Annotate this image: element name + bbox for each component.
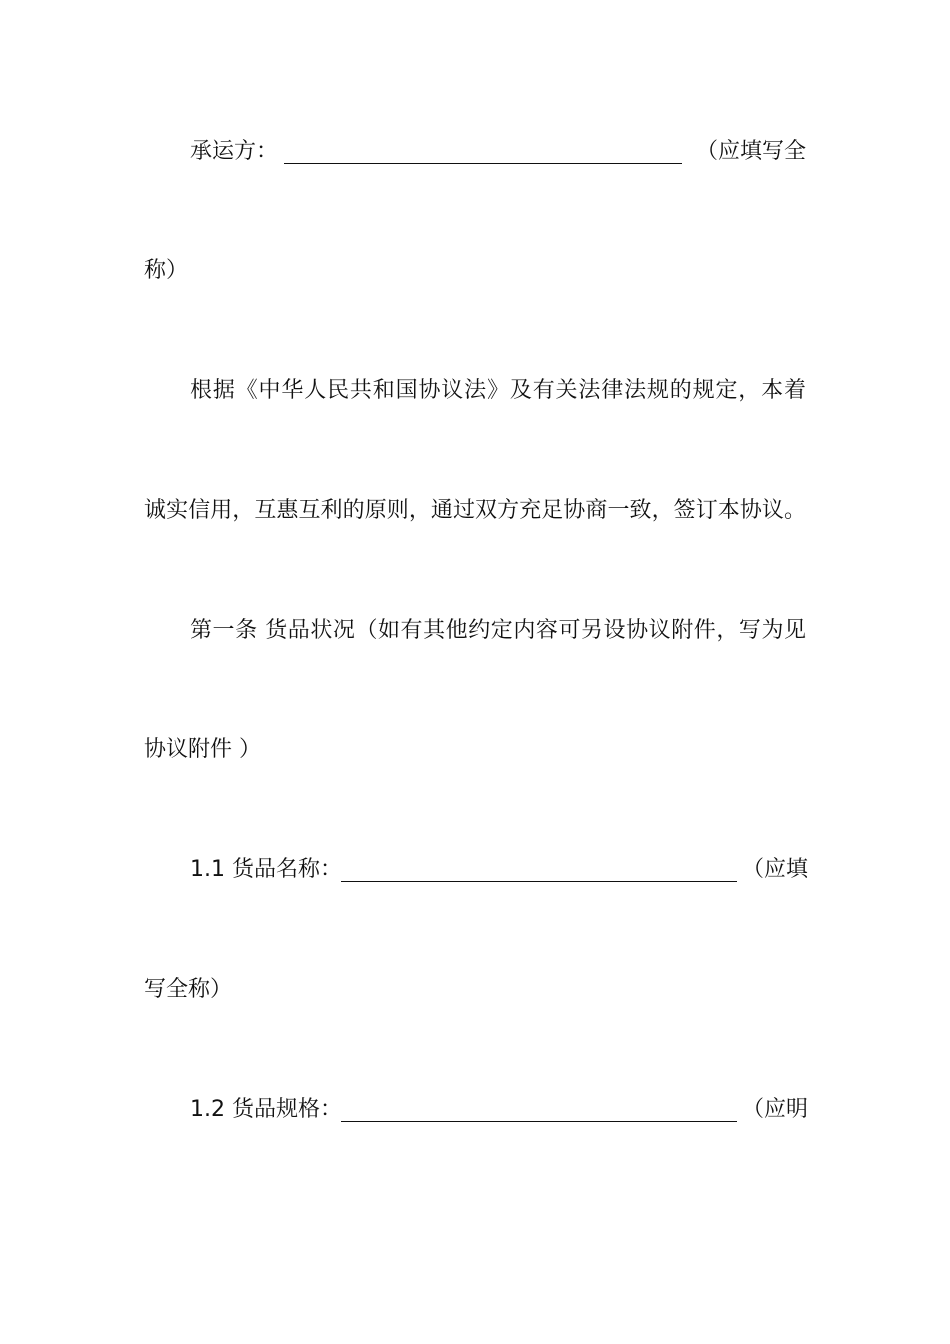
goods-name-label: 1.1 货品名称： [190,857,342,882]
preamble-text-1: 根据《中华人民共和国协议法》及有关法律法规的规定，本着 [190,378,807,403]
article-1-heading-cont: 协议附件 ） [144,737,261,762]
carrier-line [0,132,950,172]
item-1-1-line-cont [0,970,950,1010]
carrier-note: （应填写全 [696,139,807,164]
carrier-line-cont [0,251,950,291]
goods-name-note-cont: 写全称） [144,977,233,1002]
preamble-line-1 [0,371,950,411]
item-1-1-line [0,850,950,890]
preamble-line-2 [0,491,950,531]
article-1-line-1 [0,611,950,651]
article-1-line-2 [0,730,950,770]
preamble-text-2: 诚实信用，互惠互利的原则，通过双方充足协商一致，签订本协议。 [144,498,807,523]
carrier-label: 承运方： [190,139,279,164]
goods-name-note: （应填 [742,857,809,882]
article-1-heading: 第一条 货品状况（如有其他约定内容可另设协议附件，写为见 [190,618,807,643]
goods-spec-label: 1.2 货品规格： [190,1097,342,1122]
item-1-2-line [0,1090,950,1130]
carrier-name-blank[interactable] [284,163,682,164]
goods-spec-note: （应明 [742,1097,809,1122]
goods-spec-blank[interactable] [341,1121,737,1122]
carrier-note-cont: 称） [144,258,189,283]
goods-name-blank[interactable] [341,881,737,882]
